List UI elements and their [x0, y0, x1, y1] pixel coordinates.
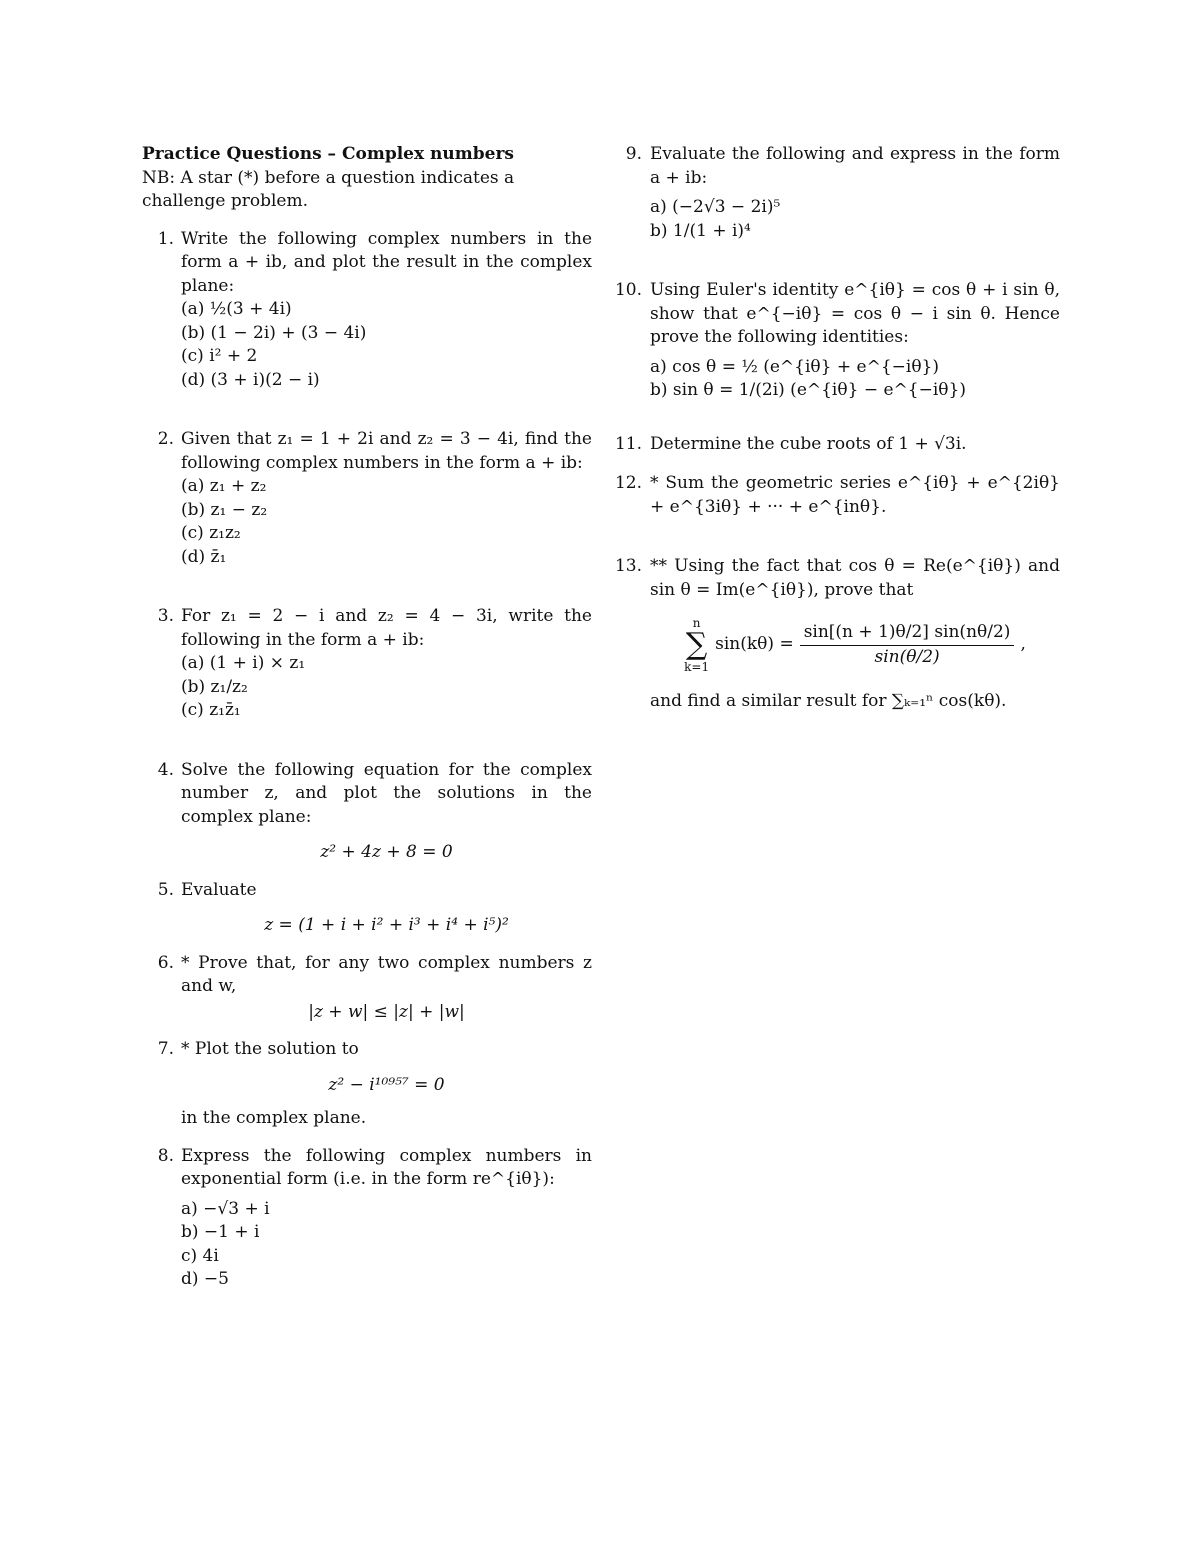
sub-item: (b) z₁ − z₂ [181, 499, 268, 520]
sub-item: c) 4i [181, 1245, 219, 1266]
right-column [614, 143, 1060, 730]
page-title: Practice Questions – Complex numbers [142, 144, 514, 164]
question-text: Determine the cube roots of 1 + √3i. [650, 433, 967, 454]
question-2 [142, 428, 592, 569]
question-followup: and find a similar result for ∑ₖ₌₁ⁿ cos(kθ). [650, 691, 1007, 711]
question-4 [142, 759, 592, 865]
question-text: For z₁ = 2 − i and z₂ = 4 − 3i, write the following in the form a + ib: [181, 606, 592, 650]
question-followup: in the complex plane. [181, 1108, 367, 1128]
question-text: * Prove that, for any two complex numbers z and w, [181, 952, 592, 996]
question-number: 9. [625, 144, 642, 164]
question-text: ** Using the fact that cos θ = Re(e^{iθ}) and sin θ = Im(e^{iθ}), prove that [650, 556, 1060, 600]
question-number: 12. [614, 473, 642, 493]
sigma-symbol: n ∑ k=1 [684, 616, 710, 674]
display-equation: |z + w| ≤ |z| + |w| [308, 1001, 465, 1022]
display-equation: z = (1 + i + i² + i³ + i⁴ + i⁵)² [264, 915, 509, 935]
question-1 [142, 228, 592, 393]
sub-item: d) −5 [181, 1269, 229, 1289]
sub-item: b) −1 + i [181, 1222, 260, 1242]
question-number: 6. [157, 952, 174, 973]
sum-upper-limit: n [692, 616, 701, 630]
sub-item: (a) z₁ + z₂ [181, 476, 267, 496]
question-text: * Plot the solution to [181, 1039, 359, 1059]
question-7 [142, 1038, 592, 1131]
sub-item: (c) i² + 2 [181, 346, 258, 366]
question-text: Write the following complex numbers in the form a + ib, and plot the result in the complex plane: [181, 228, 592, 296]
question-5 [142, 879, 592, 938]
sub-item: a) cos θ = ½ (e^{iθ} + e^{−iθ}) [650, 356, 939, 377]
question-number: 7. [157, 1039, 174, 1059]
sub-item: a) −√3 + i [181, 1198, 270, 1219]
sub-item: (a) ½(3 + 4i) [181, 299, 292, 319]
sub-item: b) sin θ = 1/(2i) (e^{iθ} − e^{−iθ}) [650, 380, 966, 400]
question-8 [142, 1145, 592, 1292]
summation-formula [650, 616, 1060, 674]
sub-item: (c) z₁z̄₁ [181, 700, 241, 720]
question-3 [142, 605, 592, 723]
question-12 [614, 472, 1060, 519]
left-column [142, 143, 592, 1328]
question-text: Solve the following equation for the complex number z, and plot the solutions in the complex plane: [181, 759, 592, 827]
question-number: 10. [614, 280, 642, 300]
fraction-denominator: sin(θ/2) [874, 646, 940, 667]
sum-term: sin(kθ) = [715, 634, 794, 655]
question-number: 8. [157, 1145, 174, 1166]
question-number: 1. [157, 228, 174, 249]
sub-item: (a) (1 + i) × z₁ [181, 653, 306, 673]
question-6 [142, 952, 592, 1025]
sub-item: (d) z̄₁ [181, 546, 227, 567]
sum-lower-limit: k=1 [684, 660, 710, 674]
question-text: * Sum the geometric series e^{iθ} + e^{2iθ} + e^{3iθ} + ··· + e^{inθ}. [650, 473, 1060, 517]
question-9 [614, 143, 1060, 243]
question-11 [614, 433, 1060, 457]
question-number: 11. [614, 433, 642, 454]
display-equation: z² − i¹⁰⁹⁵⁷ = 0 [328, 1074, 445, 1095]
fraction-numerator: sin[(n + 1)θ/2] sin(nθ/2) [800, 621, 1015, 646]
question-text: Express the following complex numbers in exponential form (i.e. in the form re^{iθ}): [181, 1145, 592, 1189]
question-number: 3. [157, 606, 174, 626]
sub-item: (c) z₁z₂ [181, 523, 241, 543]
question-number: 2. [157, 429, 174, 449]
challenge-note: NB: A star (*) before a question indicates a challenge problem. [142, 167, 515, 211]
question-text: Given that z₁ = 1 + 2i and z₂ = 3 − 4i, find the following complex numbers in the form a + ib: [181, 429, 592, 473]
display-equation: z² + 4z + 8 = 0 [320, 842, 453, 862]
question-text: Evaluate the following and express in the form a + ib: [650, 144, 1060, 188]
sub-item: (b) (1 − 2i) + (3 − 4i) [181, 322, 367, 343]
question-13 [614, 555, 1060, 714]
question-text: Using Euler's identity e^{iθ} = cos θ + i sin θ, show that e^{−iθ} = cos θ − i sin θ. Hence prove the following identities: [650, 280, 1060, 347]
fraction [800, 621, 1015, 669]
sub-item: (b) z₁/z₂ [181, 676, 248, 697]
question-number: 13. [614, 556, 642, 576]
question-number: 4. [157, 759, 174, 780]
sub-item: a) (−2√3 − 2i)⁵ [650, 197, 781, 217]
question-text: Evaluate [181, 879, 257, 900]
question-number: 5. [157, 879, 174, 900]
sub-item: (d) (3 + i)(2 − i) [181, 369, 320, 390]
question-10 [614, 279, 1060, 403]
sub-item: b) 1/(1 + i)⁴ [650, 220, 751, 241]
formula-comma: , [1020, 634, 1026, 655]
